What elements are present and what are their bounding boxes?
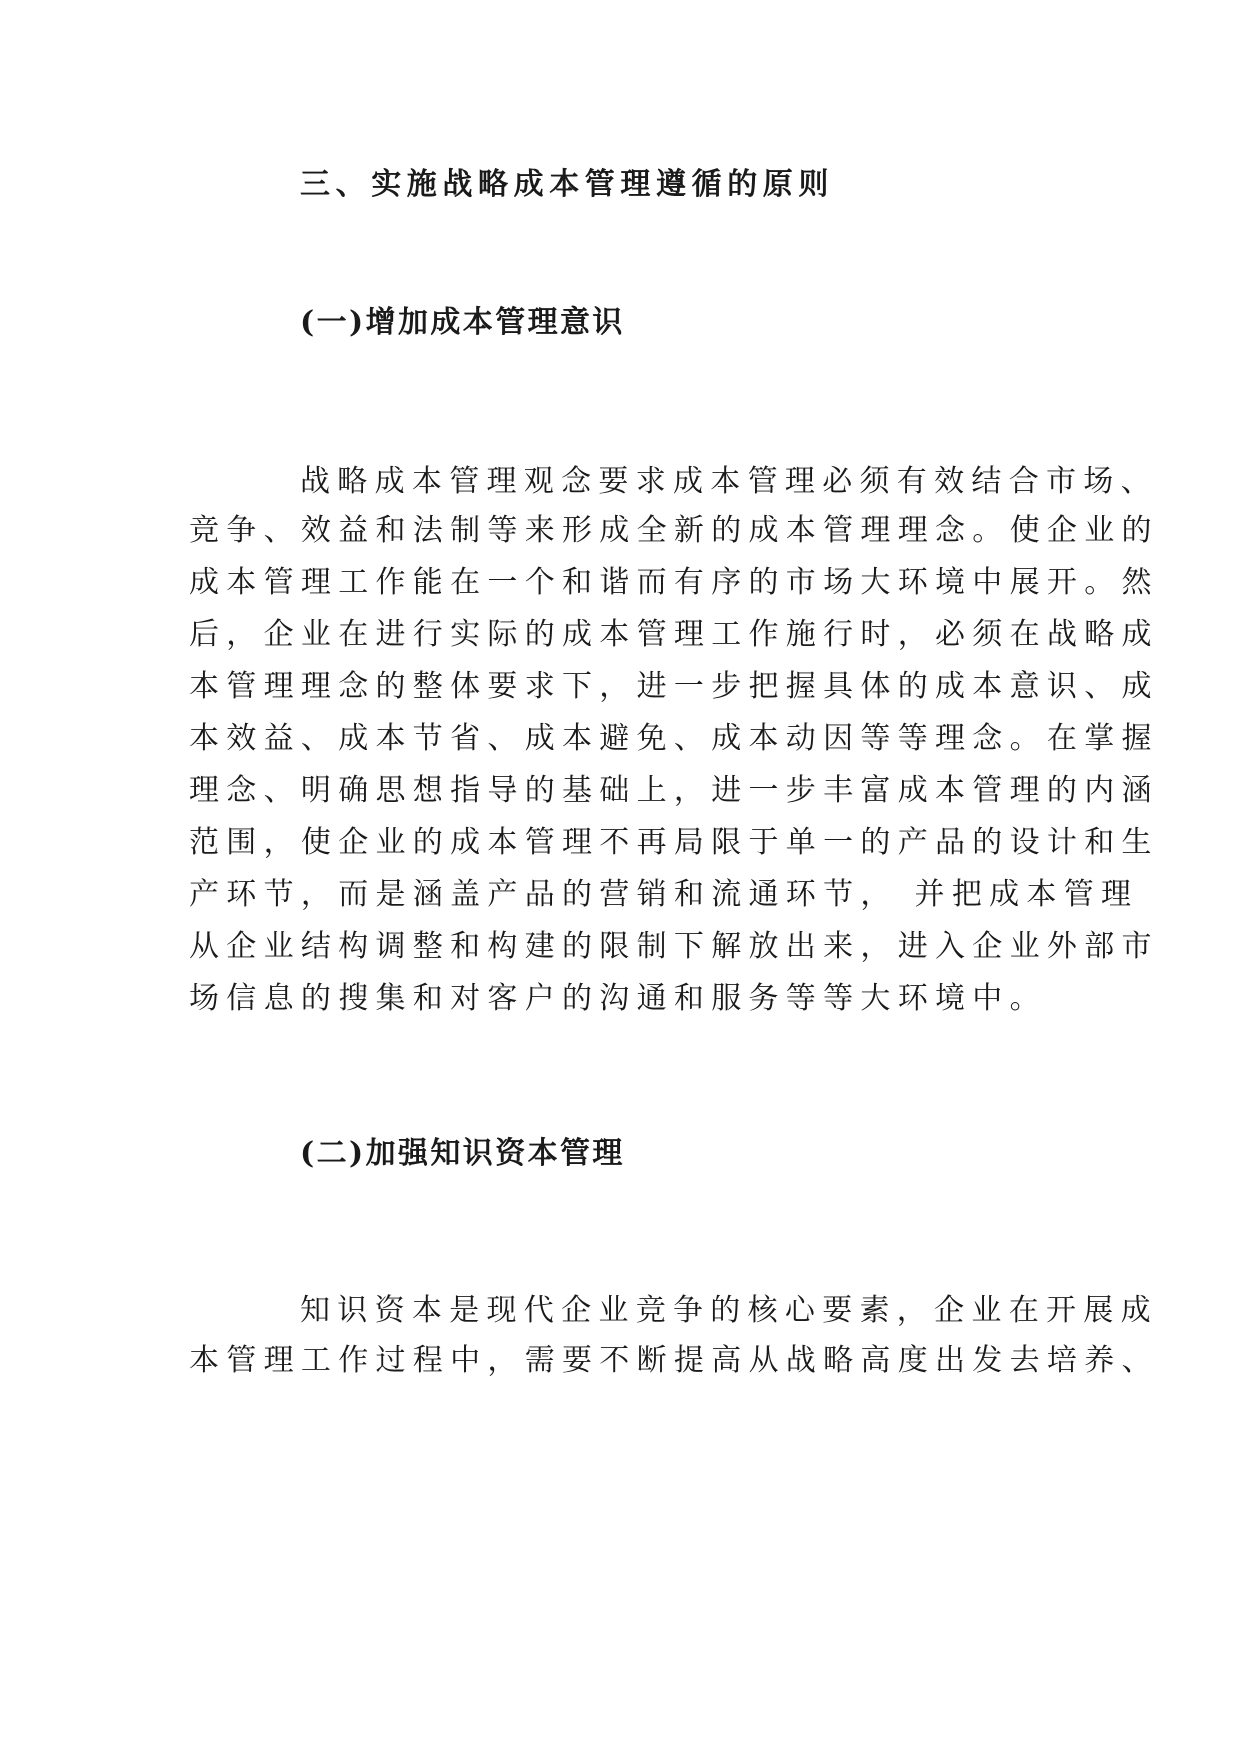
paragraph-2-line: 本管理工作过程中，需要不断提高从战略高度出发去培养、 <box>189 1343 1159 1378</box>
subsection-heading-2: (二)加强知识资本管理 <box>300 1136 625 1171</box>
paragraph-1-line: 本效益、成本节省、成本避免、成本动因等等理念。在掌握 <box>189 721 1159 756</box>
paragraph-1-line: 范围，使企业的成本管理不再局限于单一的产品的设计和生 <box>189 825 1159 860</box>
paragraph-2-line: 知识资本是现代企业竞争的核心要素，企业在开展成 <box>300 1293 1158 1328</box>
paragraph-1-line: 竞争、效益和法制等来形成全新的成本管理理念。使企业的 <box>189 513 1159 548</box>
paragraph-1-line: 从企业结构调整和构建的限制下解放出来，进入企业外部市 <box>189 929 1159 964</box>
subsection-heading-1: (一)增加成本管理意识 <box>300 305 625 340</box>
paragraph-1-line: 理念、明确思想指导的基础上，进一步丰富成本管理的内涵 <box>189 773 1159 808</box>
paragraph-1-line: 成本管理工作能在一个和谐而有序的市场大环境中展开。然 <box>189 565 1159 600</box>
paragraph-1-line: 本管理理念的整体要求下，进一步把握具体的成本意识、成 <box>189 669 1159 704</box>
paragraph-1-line: 场信息的搜集和对客户的沟通和服务等等大环境中。 <box>189 981 1047 1016</box>
paragraph-1-line: 战略成本管理观念要求成本管理必须有效结合市场、 <box>300 464 1158 499</box>
paragraph-1-line: 后，企业在进行实际的成本管理工作施行时，必须在战略成 <box>189 617 1159 652</box>
section-heading: 三、实施战略成本管理遵循的原则 <box>300 167 834 202</box>
paragraph-1-line: 产环节，而是涵盖产品的营销和流通环节， 并把成本管理 <box>189 877 1139 912</box>
